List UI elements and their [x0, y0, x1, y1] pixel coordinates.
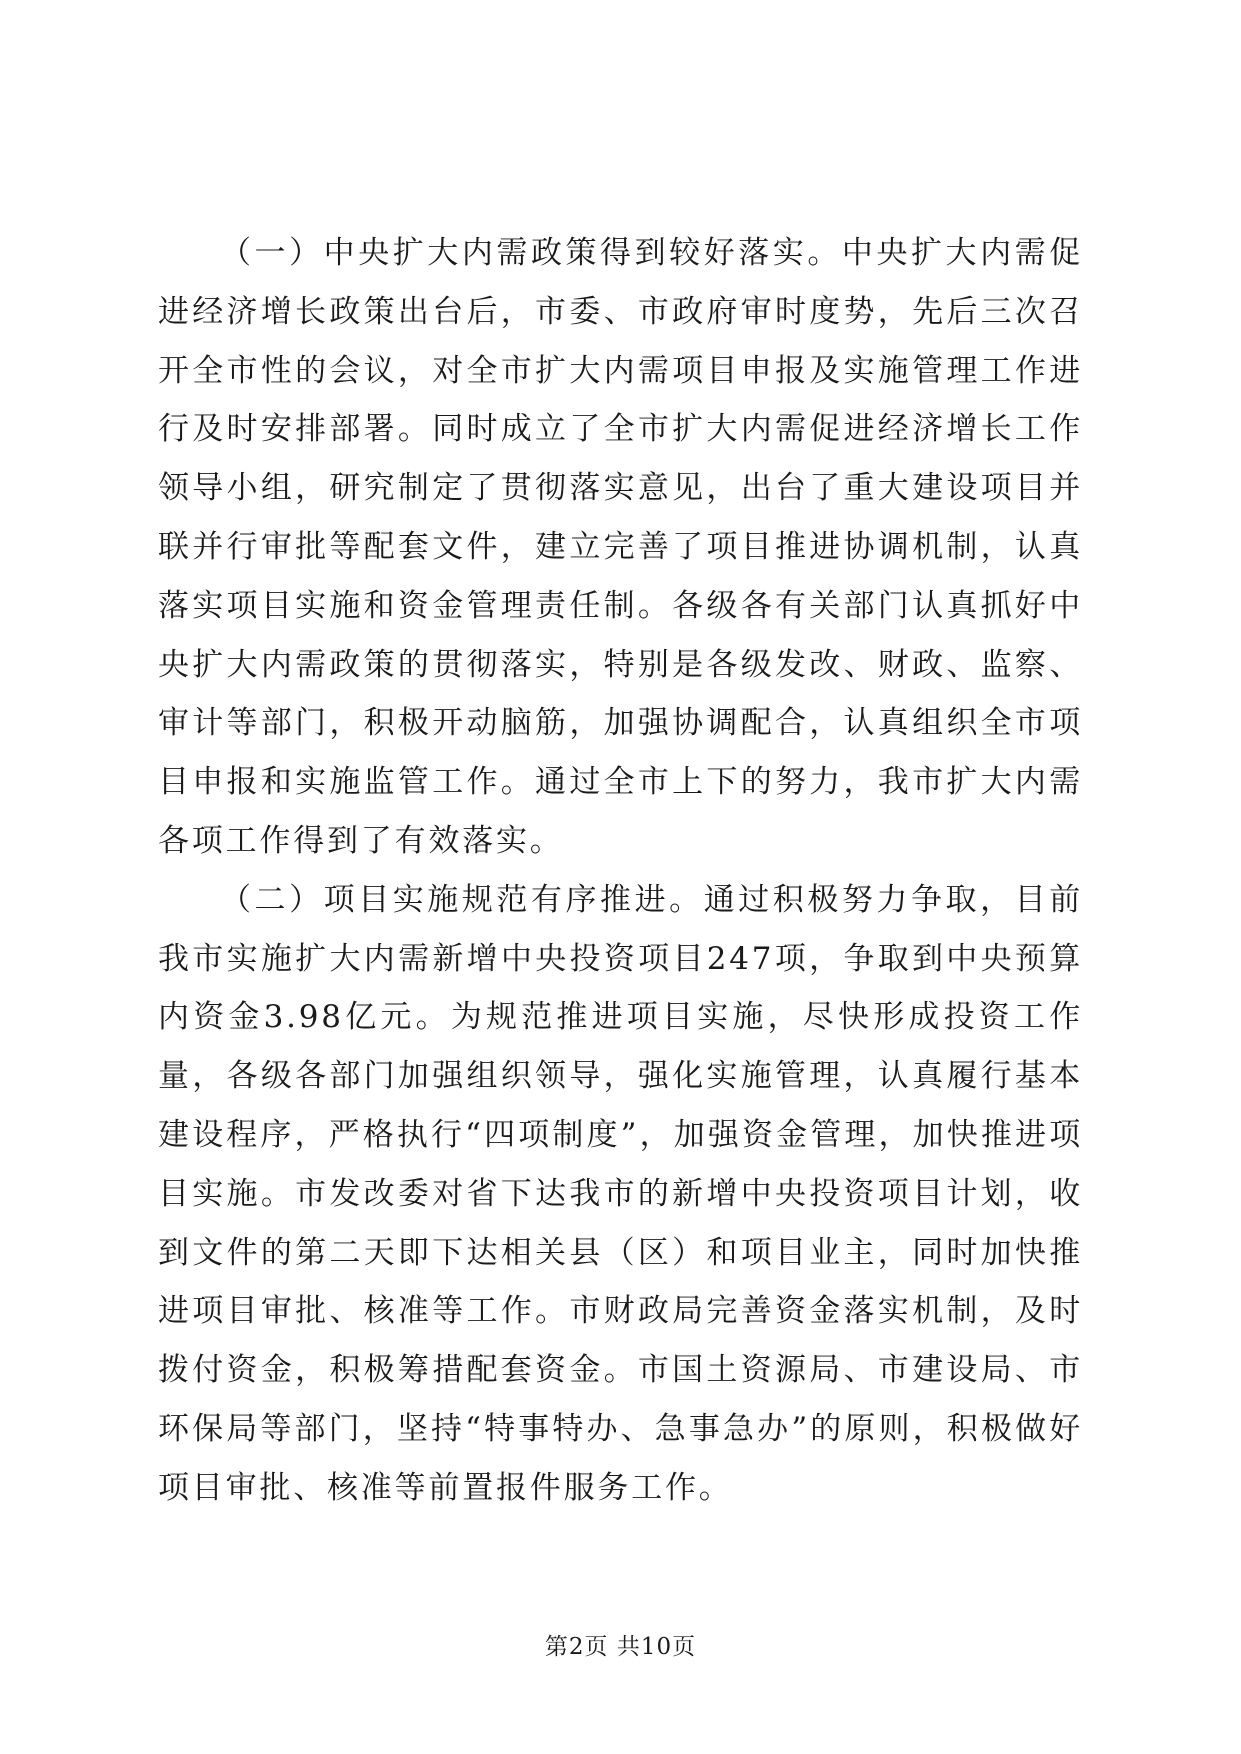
document-body	[158, 224, 1083, 1518]
paragraph-project-implementation: （二）项目实施规范有序推进。通过积极努力争取，目前我市实施扩大内需新增中央投资项目247项，争取到中央预算内资金3.98亿元。为规范推进项目实施，尽快形成投资工作量，各级各部门加强组织领导，强化实施管理，认真履行基本建设程序，严格执行“四项制度”，加强资金管理，加快推进项目实施。市发改委对省下达我市的新增中央投资项目计划，收到文件的第二天即下达相关县（区）和项目业主，同时加快推进项目审批、核准等工作。市财政局完善资金落实机制，及时拨付资金，积极筹措配套资金。市国土资源局、市建设局、市环保局等部门，坚持“特事特办、急事急办”的原则，积极做好项目审批、核准等前置报件服务工作。	[158, 881, 1083, 1506]
paragraph-policy-implementation: （一）中央扩大内需政策得到较好落实。中央扩大内需促进经济增长政策出台后，市委、市政府审时度势，先后三次召开全市性的会议，对全市扩大内需项目申报及实施管理工作进行及时安排部署。同时成立了全市扩大内需促进经济增长工作领导小组，研究制定了贯彻落实意见，出台了重大建设项目并联并行审批等配套文件，建立完善了项目推进协调机制，认真落实项目实施和资金管理责任制。各级各有关部门认真抓好中央扩大内需政策的贯彻落实，特别是各级发改、财政、监察、审计等部门，积极开动脑筋，加强协调配合，认真组织全市项目申报和实施监管工作。通过全市上下的努力，我市扩大内需各项工作得到了有效落实。	[158, 235, 1083, 859]
page-number-footer: 第2页 共10页	[544, 1634, 697, 1660]
